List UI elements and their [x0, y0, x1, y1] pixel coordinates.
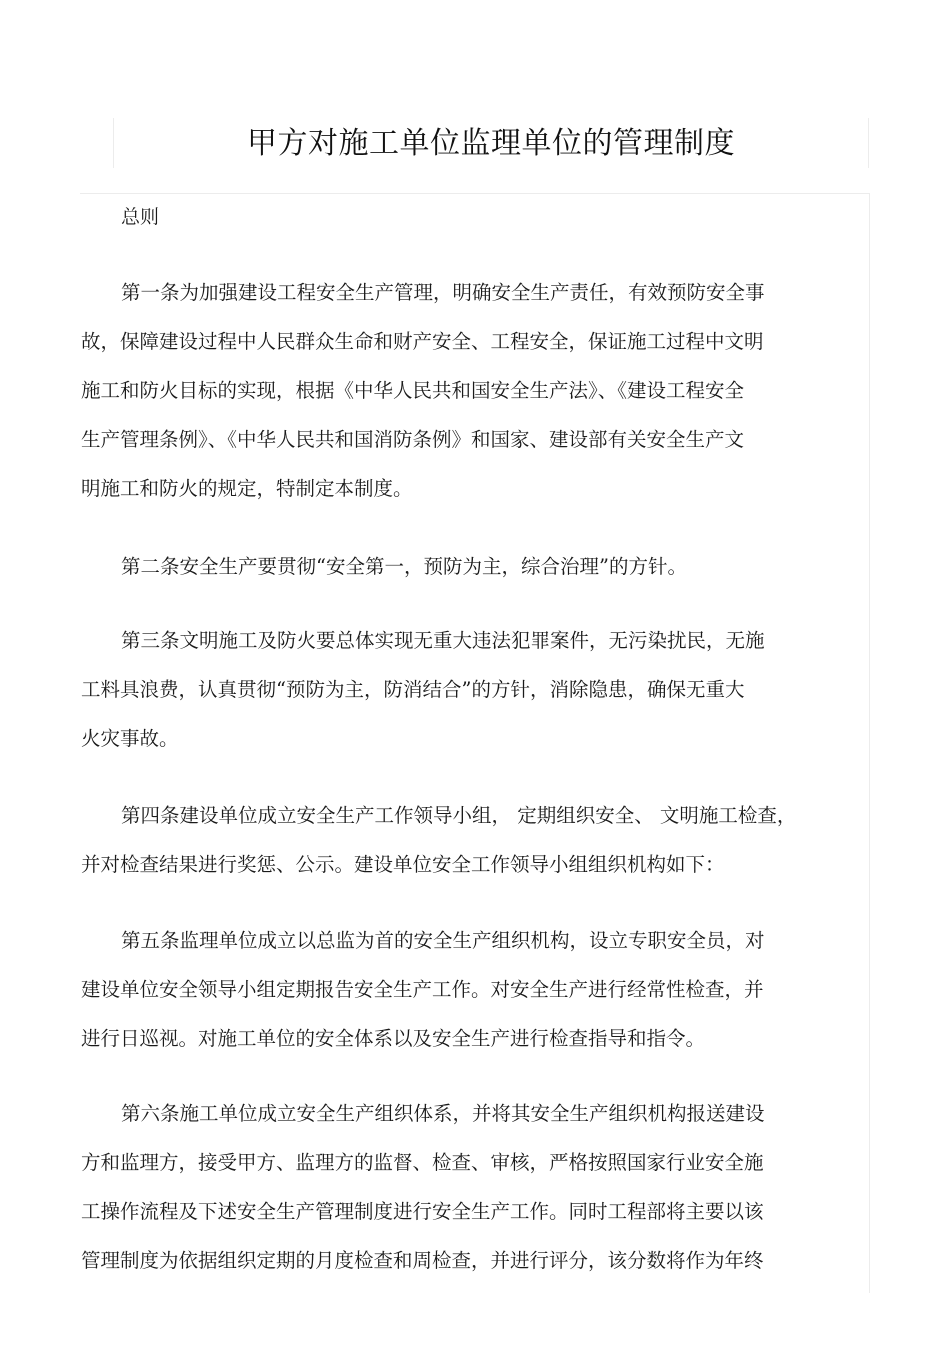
- article-4: [81, 791, 811, 889]
- text-line: 第五条监理单位成立以总监为首的安全生产组织机构，设立专职安全员，对: [121, 929, 765, 952]
- article-3: [81, 616, 811, 763]
- text-line: 第六条施工单位成立安全生产组织体系，并将其安全生产组织机构报送建设: [121, 1102, 765, 1125]
- document-title: 甲方对施工单位监理单位的管理制度: [247, 126, 735, 161]
- text-line: 进行日巡视。对施工单位的安全体系以及安全生产进行检查指导和指令。: [81, 1027, 706, 1050]
- text-line: 工操作流程及下述安全生产管理制度进行安全生产工作。同时工程部将主要以该: [81, 1200, 764, 1223]
- text-line: 第四条建设单位成立安全生产工作领导小组， 定期组织安全、 文明施工检查，: [121, 804, 797, 827]
- title-frame: [113, 118, 869, 168]
- text-line: 第二条安全生产要贯彻“安全第一，预防为主，综合治理”的方针。: [121, 555, 687, 578]
- text-line: 建设单位安全领导小组定期报告安全生产工作。对安全生产进行经常性检查，并: [81, 978, 764, 1001]
- text-line: 明施工和防火的规定，特制定本制度。: [81, 477, 413, 500]
- article-2: [81, 542, 811, 591]
- article-5: [81, 916, 811, 1063]
- article-1: [81, 268, 811, 513]
- text-line: 故，保障建设过程中人民群众生命和财产安全、工程安全，保证施工过程中文明: [81, 330, 764, 353]
- text-line: 火灾事故。: [81, 727, 179, 750]
- text-line: 工料具浪费，认真贯彻“预防为主，防消结合”的方针，消除隐患，确保无重大: [81, 678, 745, 701]
- text-line: 生产管理条例》、《中华人民共和国消防条例》和国家、建设部有关安全生产文: [81, 428, 745, 451]
- text-line: 第一条为加强建设工程安全生产管理，明确安全生产责任，有效预防安全事: [121, 281, 765, 304]
- text-line: 管理制度为依据组织定期的月度检查和周检查，并进行评分，该分数将作为年终: [81, 1249, 764, 1272]
- text-line: 方和监理方，接受甲方、监理方的监督、检查、审核，严格按照国家行业安全施: [81, 1151, 764, 1174]
- article-6: [81, 1089, 811, 1285]
- section-heading: 总则: [121, 206, 160, 228]
- text-line: 并对检查结果进行奖惩、公示。建设单位安全工作领导小组组织机构如下：: [81, 853, 725, 876]
- text-line: 第三条文明施工及防火要总体实现无重大违法犯罪案件，无污染扰民，无施: [121, 629, 765, 652]
- text-line: 施工和防火目标的实现，根据《中华人民共和国安全生产法》、《建设工程安全: [81, 379, 745, 402]
